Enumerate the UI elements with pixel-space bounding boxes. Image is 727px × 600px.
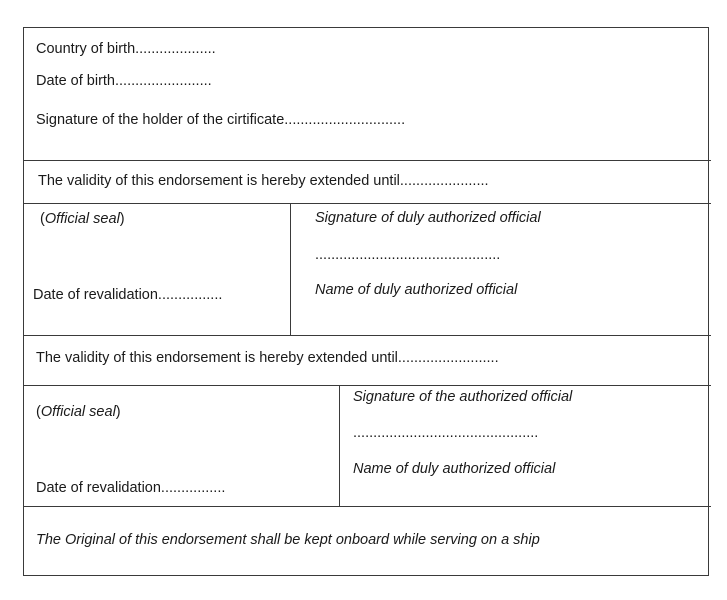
endorsement2-column-divider xyxy=(339,385,340,506)
section-divider-5 xyxy=(24,506,711,507)
original-onboard-note: The Original of this endorsement shall be kept onboard while serving on a ship xyxy=(36,532,540,548)
section-divider-3 xyxy=(24,335,711,336)
authorized-signature-line: .............................................. xyxy=(353,425,539,441)
revalidation-date-field: Date of revalidation................ xyxy=(33,287,223,303)
section-divider-4 xyxy=(24,385,711,386)
official-name-label: Name of duly authorized official xyxy=(315,282,518,298)
official-name-label: Name of duly authorized official xyxy=(353,461,556,477)
seal-close-paren: ) xyxy=(119,211,125,227)
official-signature-label: Signature of duly authorized official xyxy=(315,210,541,226)
official-seal-label xyxy=(40,210,125,228)
holder-signature-field: Signature of the holder of the cirtificate.............................. xyxy=(36,112,406,128)
country-of-birth-field: Country of birth.................... xyxy=(36,41,216,57)
revalidation-date-field: Date of revalidation................ xyxy=(36,480,226,496)
endorsement-form xyxy=(23,27,709,576)
section-divider-2 xyxy=(24,203,711,204)
date-of-birth-field: Date of birth........................ xyxy=(36,73,212,89)
official-signature-line: .............................................. xyxy=(315,247,501,263)
seal-open-paren: ( xyxy=(36,404,41,420)
validity-extension-text: The validity of this endorsement is hereby extended until...................... xyxy=(38,173,489,189)
form-bottom-border xyxy=(24,575,709,576)
official-seal-label xyxy=(36,403,121,421)
endorsement1-column-divider xyxy=(290,203,291,335)
authorized-signature-label: Signature of the authorized official xyxy=(353,389,573,405)
form-right-border xyxy=(708,28,709,576)
seal-label-text: Official seal xyxy=(40,404,116,420)
validity-extension-text: The validity of this endorsement is hereby extended until......................... xyxy=(36,350,499,366)
seal-close-paren: ) xyxy=(115,404,121,420)
section-divider-1 xyxy=(24,160,711,161)
seal-open-paren: ( xyxy=(40,211,45,227)
seal-label-text: Official seal xyxy=(44,211,120,227)
